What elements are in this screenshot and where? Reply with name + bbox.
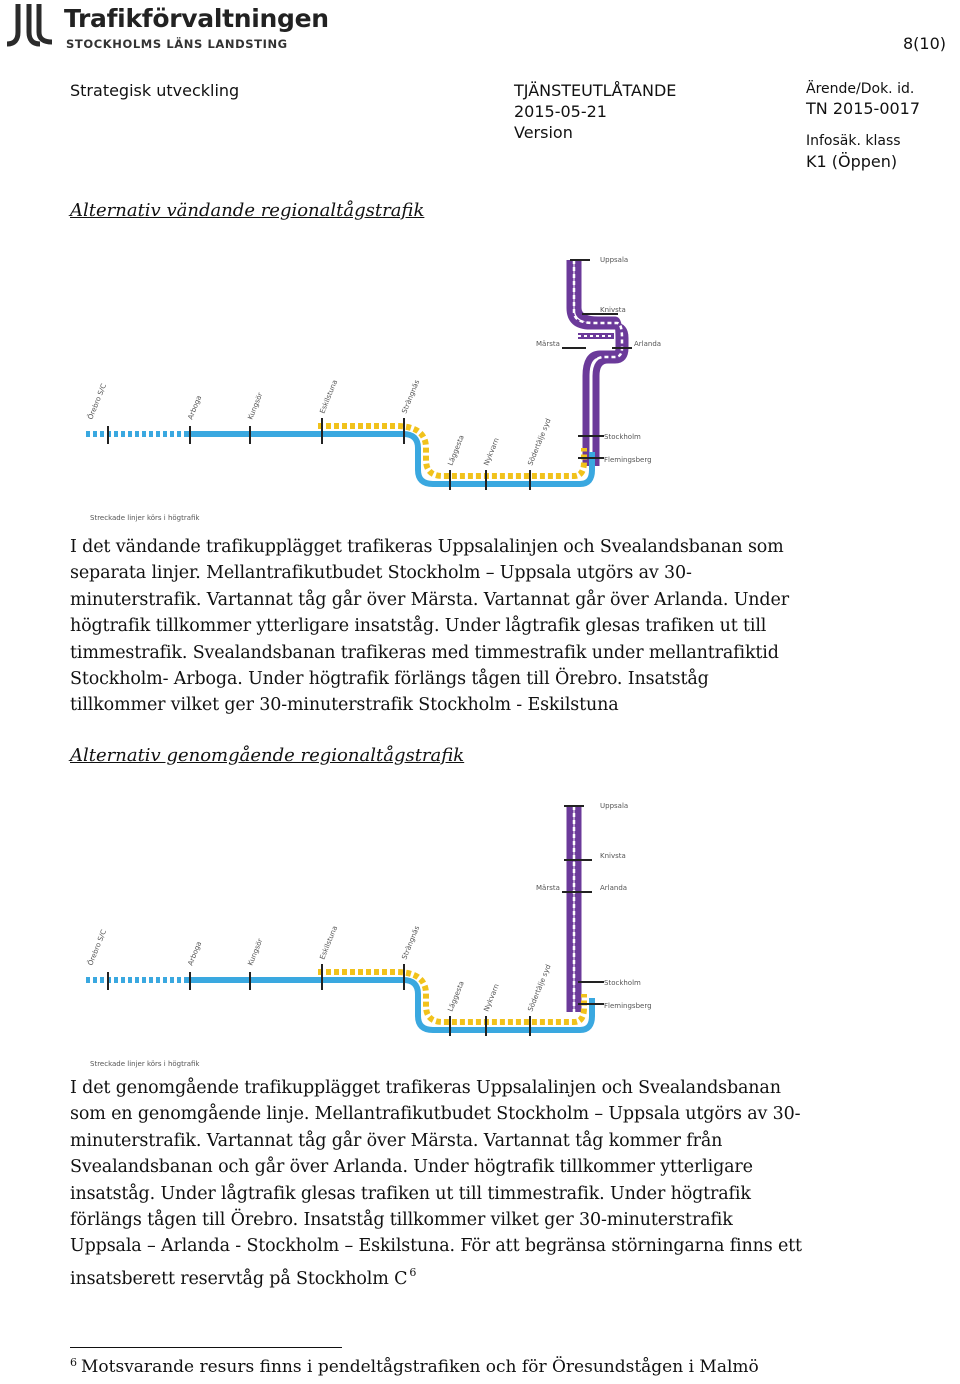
- section-paragraph-through-text: I det genomgående trafikupplägget trafikeras Uppsalalinjen och Svealandsbanan som en genomgående linje. Mellantrafikutbudet Stockholm – Uppsala utgörs av 30-minuterstrafik. Vartannat tåg går över Märsta. Vartannat tåg kommer från Svealandsbanan och går över Arlanda. Under högtrafik tillkommer ytterligare insatståg. Under lågtrafik glesas trafiken ut till timmestrafik. Under högtrafik förlängs tågen till Örebro. Insatståg tillkommer vilket ger 30-minuterstrafik Uppsala – Arlanda - Stockholm – Eskilstuna. För att begränsa störningarna finns ett insatsberett reservtåg på Stockholm C: [70, 1078, 802, 1289]
- logo-name: Trafikförvaltningen: [64, 4, 329, 33]
- station-label-flemingsberg: Flemingsberg: [604, 456, 652, 464]
- section-heading-turning: Alternativ vändande regionaltågstrafik: [70, 200, 425, 221]
- footnote-number: 6: [70, 1356, 77, 1369]
- station-ticks: [108, 260, 632, 490]
- station-label-arboga: Arboga: [186, 940, 204, 967]
- station-label-kungsor: Kungsör: [246, 937, 265, 967]
- station-label-arlanda: Arlanda: [600, 884, 628, 892]
- station-label-knivsta: Knivsta: [600, 852, 626, 860]
- station-label-marsta: Märsta: [536, 340, 560, 348]
- station-label-sodertalje: Södertälje syd: [526, 963, 553, 1013]
- station-label-strangnas: Strängnäs: [400, 378, 422, 415]
- footnote-divider: [70, 1347, 342, 1348]
- station-label-eskilstuna: Eskilstuna: [318, 924, 340, 961]
- station-label-uppsala: Uppsala: [600, 802, 629, 810]
- station-label-laggesta: Läggesta: [446, 434, 466, 467]
- station-label-stockholm: Stockholm: [604, 979, 641, 987]
- case-id: TN 2015-0017: [806, 99, 921, 118]
- station-label-arboga: Arboga: [186, 394, 204, 421]
- station-label-arlanda: Arlanda: [634, 340, 662, 348]
- map-legend: Streckade linjer körs i högtrafik: [90, 1060, 200, 1068]
- section-paragraph-turning: I det vändande trafikupplägget trafikeras Uppsalalinjen och Svealandsbanan som separata linjer. Mellantrafikutbudet Stockholm – Uppsala utgörs av 30-minuterstrafik. Vartannat tåg går över Märsta. Vartannat går över Arlanda. Under högtrafik tillkommer ytterligare insatståg. Under lågtrafik glesas trafiken ut till timmestrafik. Svealandsbanan trafikeras med timmestrafik under mellantrafiktid Stockholm- Arboga. Under högtrafik förlängs tågen till Örebro. Insatståg tillkommer vilket ger 30-minuterstrafik Stockholm - Eskilstuna: [70, 537, 789, 716]
- footnote-text: Motsvarande resurs finns i pendeltågstrafiken och för Öresundstågen i Malmö: [81, 1357, 759, 1377]
- station-label-orebro: Örebro S/C: [86, 928, 109, 967]
- section-paragraph-through: [70, 1075, 804, 1292]
- footnote: [70, 1356, 759, 1377]
- doc-type: TJÄNSTEUTLÅTANDE: [514, 81, 677, 100]
- station-label-sodertalje: Södertälje syd: [526, 417, 553, 467]
- section-heading-through: Alternativ genomgående regionaltågstrafik: [70, 745, 465, 766]
- station-label-orebro: Örebro S/C: [86, 382, 109, 421]
- map-legend: Streckade linjer körs i högtrafik: [90, 514, 200, 522]
- rail-map-through: [78, 794, 652, 1076]
- station-label-laggesta: Läggesta: [446, 980, 466, 1013]
- station-label-nykvarn: Nykvarn: [482, 982, 501, 1013]
- station-label-uppsala: Uppsala: [600, 256, 629, 264]
- logo-subtitle: STOCKHOLMS LÄNS LANDSTING: [66, 37, 288, 51]
- version-label: Version: [514, 123, 573, 142]
- trafikforvaltningen-logo-icon: [4, 2, 56, 48]
- classification-value: K1 (Öppen): [806, 152, 898, 171]
- station-label-knivsta: Knivsta: [600, 306, 626, 314]
- footnote-reference[interactable]: 6: [409, 1265, 417, 1279]
- page-number: 8(10): [902, 34, 946, 53]
- station-label-marsta: Märsta: [536, 884, 560, 892]
- station-label-eskilstuna: Eskilstuna: [318, 378, 340, 415]
- station-label-kungsor: Kungsör: [246, 391, 265, 421]
- classification-label: Infosäk. klass: [806, 133, 901, 149]
- station-label-flemingsberg: Flemingsberg: [604, 1002, 652, 1010]
- station-label-nykvarn: Nykvarn: [482, 436, 501, 467]
- doc-date: 2015-05-21: [514, 102, 607, 121]
- department: Strategisk utveckling: [70, 81, 240, 100]
- station-label-strangnas: Strängnäs: [400, 924, 422, 961]
- station-label-stockholm: Stockholm: [604, 433, 641, 441]
- rail-map-turning: [78, 248, 662, 530]
- case-label: Ärende/Dok. id.: [806, 81, 915, 97]
